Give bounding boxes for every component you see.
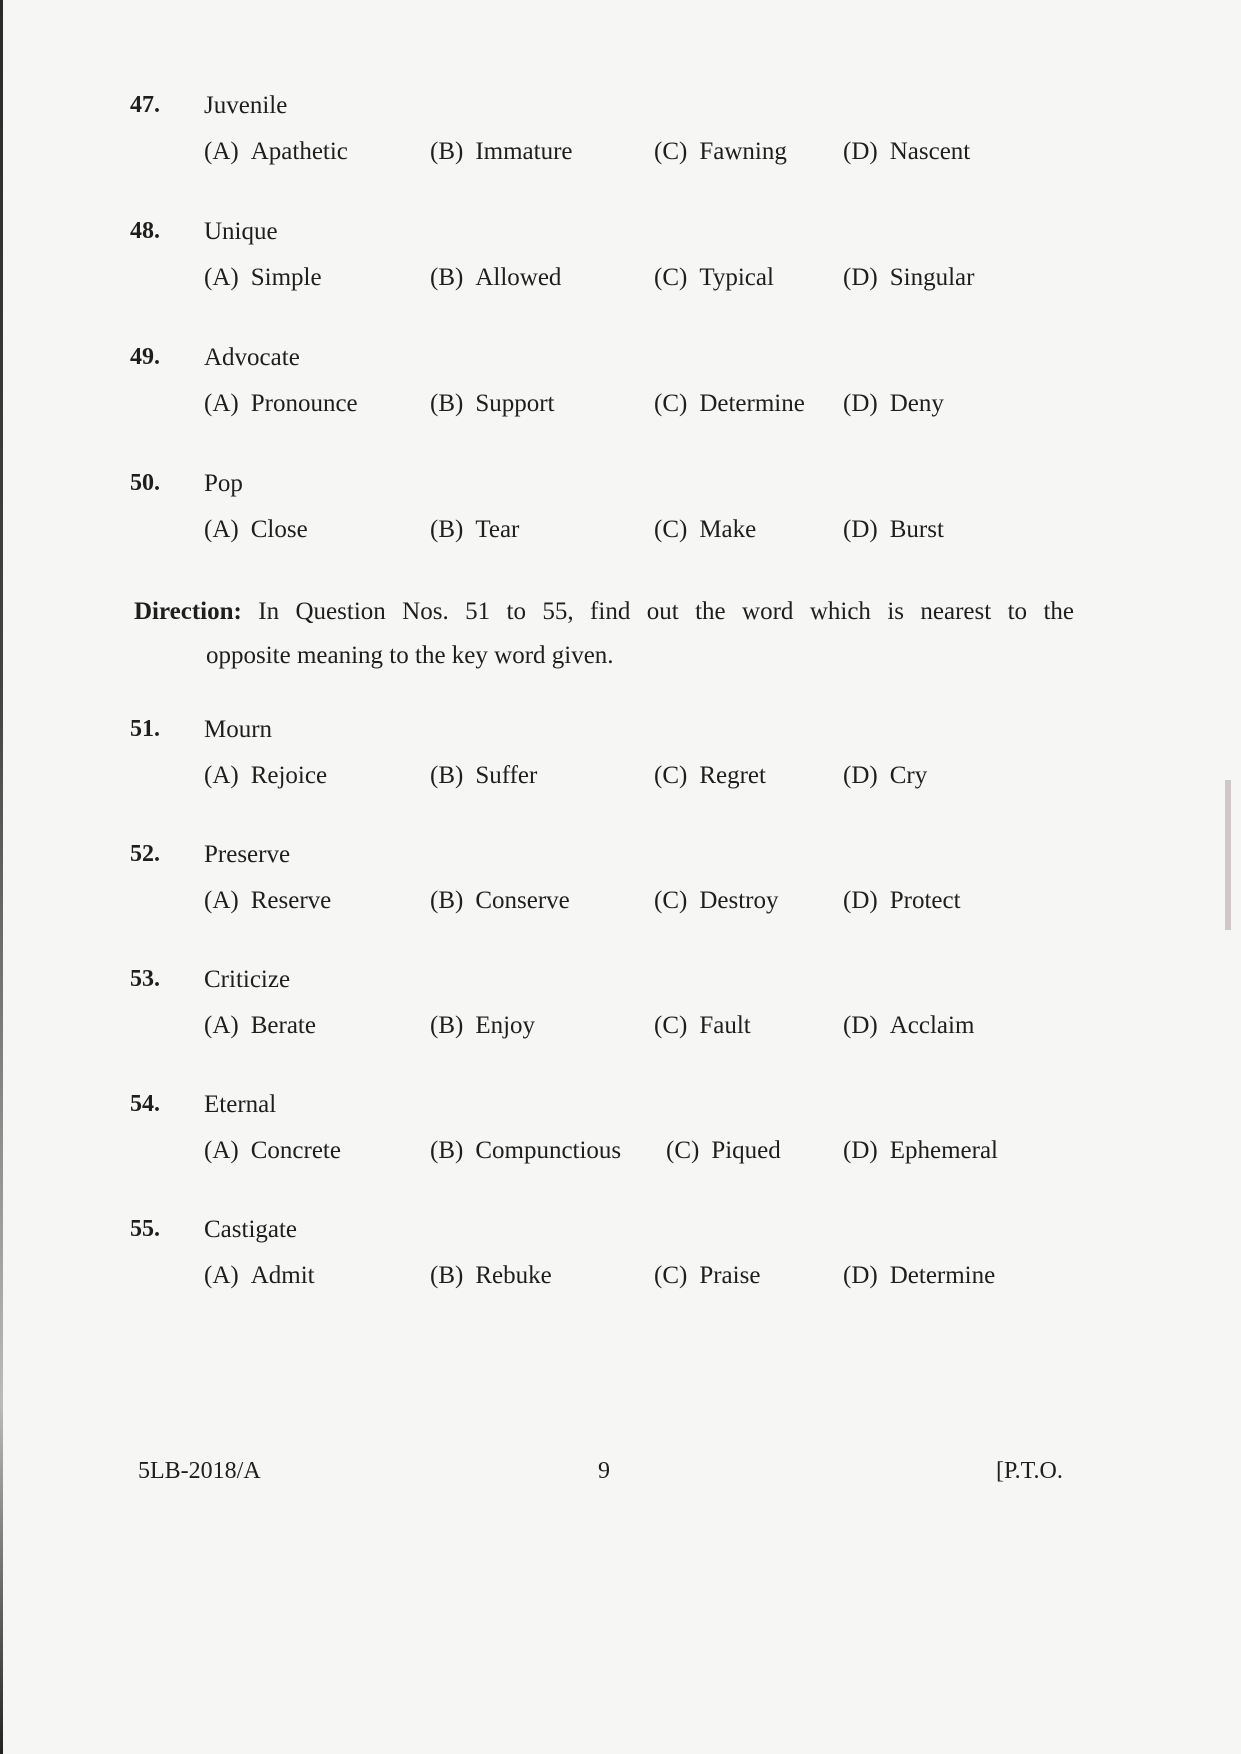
- option-letter: (A): [204, 390, 239, 417]
- option-letter: (C): [654, 138, 688, 165]
- option-letter: (C): [666, 1137, 700, 1164]
- option-text: Berate: [250, 1012, 316, 1039]
- option-letter: (D): [843, 1262, 878, 1289]
- option-letter: (A): [204, 1262, 239, 1289]
- question-word: Advocate: [204, 344, 300, 371]
- option-b: [430, 1262, 552, 1290]
- question-51: [0, 716, 1241, 826]
- option-text: Typical: [699, 264, 774, 291]
- question-55: [0, 1216, 1241, 1326]
- option-b: [430, 264, 561, 292]
- question-number: 51.: [130, 716, 160, 742]
- option-b: [430, 390, 555, 418]
- direction-label: Direction:: [134, 598, 242, 625]
- question-number: 48.: [130, 218, 160, 244]
- option-a: [204, 762, 327, 790]
- option-c: [654, 516, 756, 544]
- question-number: 54.: [130, 1091, 160, 1117]
- question-word: Eternal: [204, 1091, 277, 1118]
- option-text: Cry: [889, 762, 928, 789]
- question-47: [0, 92, 1241, 202]
- option-letter: (D): [843, 1137, 878, 1164]
- please-turn-over: [P.T.O.: [996, 1458, 1063, 1484]
- option-text: Fault: [699, 1012, 751, 1039]
- option-a: [204, 1262, 315, 1290]
- option-text: Compunctious: [475, 1137, 622, 1164]
- option-letter: (B): [430, 516, 464, 543]
- option-a: [204, 1137, 341, 1165]
- option-c: [654, 264, 774, 292]
- option-c: [666, 1137, 781, 1165]
- option-letter: (D): [843, 138, 878, 165]
- direction-instruction: [134, 590, 1074, 678]
- option-d: [843, 1137, 998, 1165]
- option-text: Destroy: [699, 887, 779, 914]
- option-d: [843, 762, 927, 790]
- option-b: [430, 138, 573, 166]
- direction-text: In Question Nos. 51 to 55, find out the word which is nearest to the: [258, 598, 1075, 625]
- option-text: Apathetic: [250, 138, 348, 165]
- option-text: Burst: [889, 516, 944, 543]
- option-letter: (A): [204, 264, 239, 291]
- question-number: 47.: [130, 92, 160, 118]
- option-letter: (C): [654, 1012, 688, 1039]
- option-text: Make: [699, 516, 757, 543]
- option-a: [204, 264, 322, 292]
- option-b: [430, 1137, 621, 1165]
- option-b: [430, 887, 570, 915]
- option-letter: (A): [204, 1137, 239, 1164]
- option-letter: (B): [430, 264, 464, 291]
- option-text: Concrete: [250, 1137, 341, 1164]
- question-49: [0, 344, 1241, 454]
- option-text: Allowed: [475, 264, 562, 291]
- option-letter: (A): [204, 887, 239, 914]
- option-text: Pronounce: [250, 390, 358, 417]
- option-c: [654, 138, 787, 166]
- option-d: [843, 1012, 974, 1040]
- option-text: Rebuke: [475, 1262, 552, 1289]
- option-letter: (C): [654, 390, 688, 417]
- option-b: [430, 516, 519, 544]
- option-text: Fawning: [699, 138, 787, 165]
- option-text: Tear: [475, 516, 520, 543]
- option-b: [430, 1012, 535, 1040]
- option-text: Acclaim: [889, 1012, 975, 1039]
- option-letter: (C): [654, 887, 688, 914]
- option-text: Singular: [889, 264, 975, 291]
- option-text: Deny: [889, 390, 944, 417]
- option-text: Praise: [699, 1262, 761, 1289]
- option-text: Admit: [250, 1262, 315, 1289]
- question-number: 53.: [130, 966, 160, 992]
- question-word: Criticize: [204, 966, 291, 993]
- direction-line-1: [134, 590, 1074, 634]
- question-54: [0, 1091, 1241, 1201]
- question-word: Pop: [204, 470, 243, 497]
- option-text: Rejoice: [250, 762, 328, 789]
- option-text: Ephemeral: [889, 1137, 998, 1164]
- question-word: Unique: [204, 218, 278, 245]
- option-d: [843, 887, 961, 915]
- option-letter: (B): [430, 762, 464, 789]
- option-c: [654, 390, 805, 418]
- option-letter: (D): [843, 264, 878, 291]
- option-c: [654, 887, 778, 915]
- option-text: Determine: [889, 1262, 996, 1289]
- direction-line-2: opposite meaning to the key word given.: [206, 642, 614, 669]
- option-letter: (D): [843, 762, 878, 789]
- question-word: Juvenile: [204, 92, 288, 119]
- option-text: Suffer: [475, 762, 538, 789]
- option-letter: (B): [430, 887, 464, 914]
- page-number: 9: [598, 1458, 610, 1484]
- option-letter: (D): [843, 1012, 878, 1039]
- option-c: [654, 1262, 760, 1290]
- option-a: [204, 516, 308, 544]
- option-letter: (B): [430, 1262, 464, 1289]
- question-50: [0, 470, 1241, 580]
- option-letter: (B): [430, 1012, 464, 1039]
- option-letter: (B): [430, 1137, 464, 1164]
- option-a: [204, 390, 358, 418]
- question-number: 49.: [130, 344, 160, 370]
- option-c: [654, 762, 766, 790]
- option-text: Immature: [475, 138, 573, 165]
- paper-code: 5LB-2018/A: [138, 1458, 261, 1484]
- option-text: Protect: [889, 887, 961, 914]
- question-word: Mourn: [204, 716, 273, 743]
- question-number: 50.: [130, 470, 160, 496]
- option-b: [430, 762, 537, 790]
- option-letter: (C): [654, 1262, 688, 1289]
- option-text: Conserve: [475, 887, 570, 914]
- option-letter: (B): [430, 390, 464, 417]
- question-48: [0, 218, 1241, 328]
- option-text: Close: [250, 516, 308, 543]
- option-letter: (A): [204, 138, 239, 165]
- option-c: [654, 1012, 751, 1040]
- option-d: [843, 264, 974, 292]
- option-a: [204, 1012, 316, 1040]
- option-d: [843, 390, 944, 418]
- option-text: Regret: [699, 762, 766, 789]
- question-52: [0, 841, 1241, 951]
- option-letter: (D): [843, 887, 878, 914]
- option-letter: (D): [843, 390, 878, 417]
- question-number: 52.: [130, 841, 160, 867]
- question-53: [0, 966, 1241, 1076]
- option-text: Reserve: [250, 887, 332, 914]
- option-letter: (C): [654, 264, 688, 291]
- option-letter: (A): [204, 516, 239, 543]
- option-d: [843, 516, 944, 544]
- option-text: Nascent: [889, 138, 971, 165]
- option-letter: (D): [843, 516, 878, 543]
- question-word: Preserve: [204, 841, 291, 868]
- option-letter: (C): [654, 516, 688, 543]
- option-d: [843, 1262, 995, 1290]
- option-letter: (A): [204, 1012, 239, 1039]
- option-a: [204, 138, 348, 166]
- question-number: 55.: [130, 1216, 160, 1242]
- question-word: Castigate: [204, 1216, 298, 1243]
- option-text: Determine: [699, 390, 805, 417]
- option-a: [204, 887, 331, 915]
- option-text: Support: [475, 390, 555, 417]
- option-letter: (C): [654, 762, 688, 789]
- option-text: Simple: [250, 264, 322, 291]
- option-text: Piqued: [711, 1137, 781, 1164]
- option-text: Enjoy: [475, 1012, 536, 1039]
- option-letter: (B): [430, 138, 464, 165]
- option-d: [843, 138, 970, 166]
- option-letter: (A): [204, 762, 239, 789]
